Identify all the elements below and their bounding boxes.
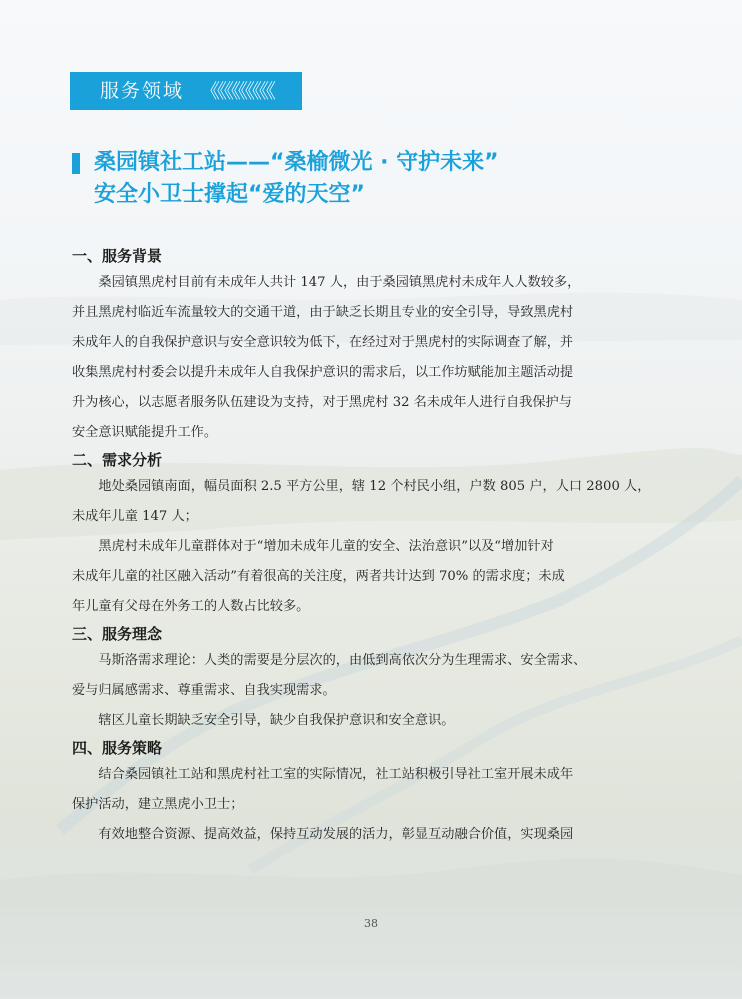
text-line: 升为核心，以志愿者服务队伍建设为支持，对于黑虎村 32 名未成年人进行自我保护与 [72, 395, 572, 410]
text-line: 有效地整合资源、提高效益，保持互动发展的活力，彰显互动融合价值，实现桑园 [98, 827, 574, 842]
title-line-1: 桑园镇社工站——“桑榆微光 · 守护未来” [94, 150, 499, 175]
text-line: 未成年人的自我保护意识与安全意识较为低下，在经过对于黑虎村的实际调查了解，并 [72, 335, 574, 350]
text-line: 保护活动，建立黑虎小卫士； [72, 797, 244, 812]
text-line: 桑园镇黑虎村目前有未成年人共计 147 人，由于桑园镇黑虎村未成年人人数较多， [98, 275, 581, 290]
section-tag [70, 72, 302, 110]
section-heading: 四、服务策略 [72, 739, 163, 757]
text-line: 未成年儿童 147 人； [72, 509, 198, 524]
chevrons-icon: 《《《《《《《《《 [200, 79, 273, 103]
section-heading: 三、服务理念 [72, 625, 163, 643]
text-line: 地处桑园镇南面，幅员面积 2.5 平方公里，辖 12 个村民小组，户数 805 户，人口 2800 人， [98, 479, 651, 494]
text-line: 辖区儿童长期缺乏安全引导，缺少自我保护意识和安全意识。 [98, 713, 455, 728]
text-line: 收集黑虎村村委会以提升未成年人自我保护意识的需求后，以工作坊赋能加主题活动提 [72, 365, 574, 380]
paragraph [72, 646, 672, 706]
page-number: 38 [364, 917, 378, 930]
section-heading: 二、需求分析 [72, 451, 163, 469]
text-line: 黑虎村未成年儿童群体对于“增加未成年儿童的安全、法治意识”以及“增加针对 [98, 539, 554, 554]
text-line: 爱与归属感需求、尊重需求、自我实现需求。 [72, 683, 336, 698]
title-line-2: 安全小卫士撑起“爱的天空” [94, 182, 365, 207]
text-line: 结合桑园镇社工站和黑虎村社工室的实际情况，社工站积极引导社工室开展未成年 [98, 767, 574, 782]
paragraph [72, 268, 672, 448]
text-line: 未成年儿童的社区融入活动”有着很高的关注度，两者共计达到 70% 的需求度；未成 [72, 569, 565, 584]
section-heading: 一、服务背景 [72, 247, 163, 265]
text-line: 并且黑虎村临近车流量较大的交通干道，由于缺乏长期且专业的安全引导，导致黑虎村 [72, 305, 574, 320]
text-line: 马斯洛需求理论：人类的需要是分层次的，由低到高依次分为生理需求、安全需求、 [98, 653, 587, 668]
paragraph [72, 820, 672, 850]
article-title [94, 147, 694, 211]
paragraph [72, 706, 672, 736]
text-line: 年儿童有父母在外务工的人数占比较多。 [72, 599, 310, 614]
article-body [72, 244, 672, 850]
paragraph [72, 760, 672, 820]
paragraph [72, 472, 672, 532]
title-accent-bar [72, 153, 80, 174]
paragraph [72, 532, 672, 622]
section-tag-label: 服务领域 [100, 80, 185, 102]
text-line: 安全意识赋能提升工作。 [72, 425, 218, 440]
